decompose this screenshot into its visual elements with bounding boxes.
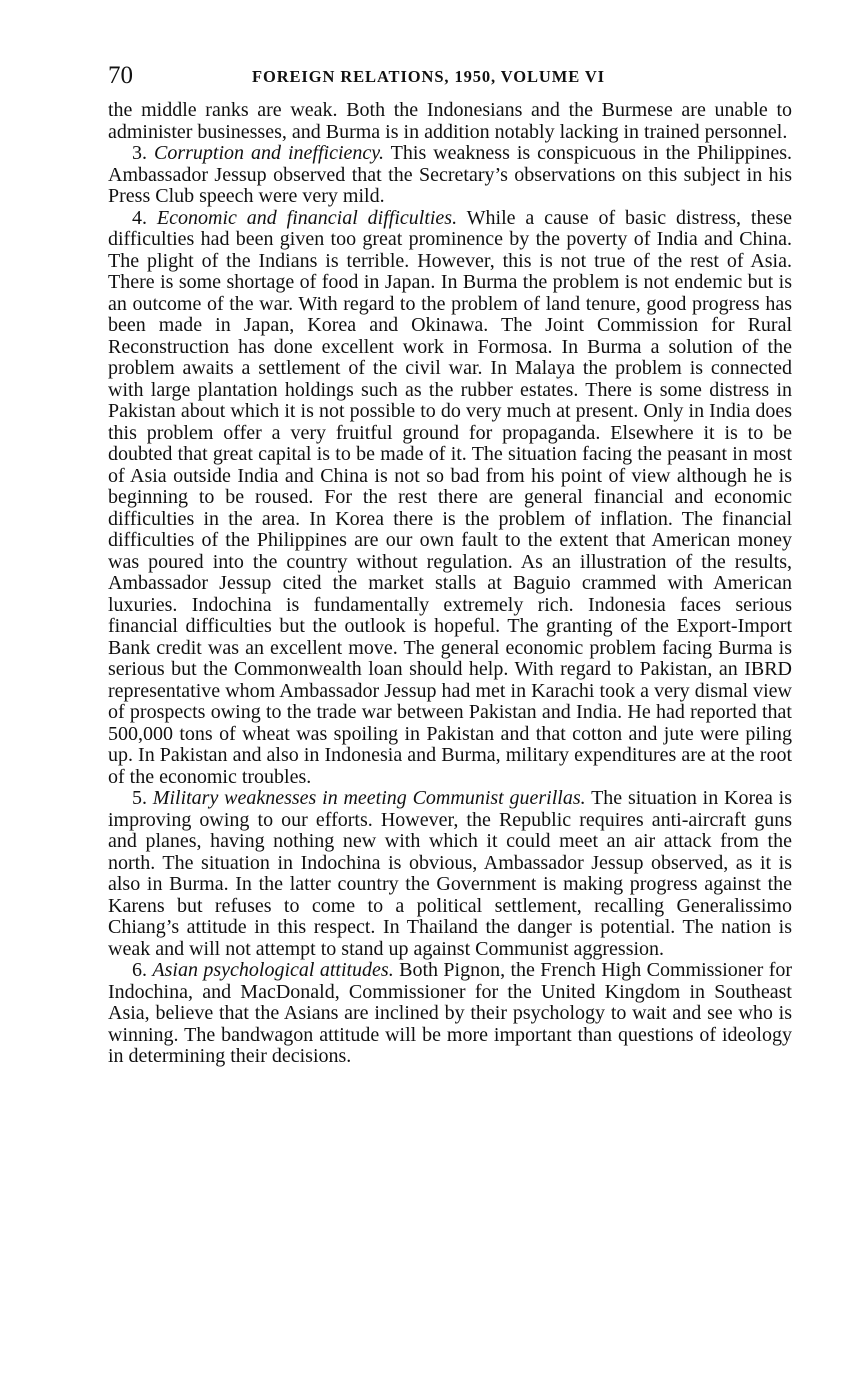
page-header bbox=[108, 60, 792, 96]
paragraph-number: 3. bbox=[132, 142, 147, 164]
paragraph-military bbox=[108, 788, 792, 960]
paragraph-heading: Asian psychological attitudes. bbox=[152, 959, 394, 981]
running-head: FOREIGN RELATIONS, 1950, VOLUME VI bbox=[252, 67, 605, 86]
paragraph-heading: Military weaknesses in meeting Communist guerillas. bbox=[152, 787, 586, 809]
paragraph-text: the middle ranks are weak. Both the Indonesians and the Burmese are unable to administer businesses, and Burma is in addition notably lacking in trained personnel. bbox=[108, 99, 792, 143]
paragraph-text: Both Pignon, the French High Commissioner for Indochina, and MacDonald, Commissioner for the United Kingdom in Southeast Asia, believe that the Asians are inclined by their psychology to wait and see who is winning. The bandwagon attitude will be more important than questions of ideology in determining their decisions. bbox=[108, 959, 793, 1067]
paragraph-heading: Economic and financial difficulties. bbox=[156, 206, 458, 229]
paragraph-text: The situation in Korea is improving owing to our efforts. However, the Republic requires anti-aircraft guns and planes, having nothing new with which it could meet an air attack from the north. The situation in Indochina is obvious, Ambassador Jessup observed, as it is also in Burma. In the latter country the Government is making progress against the Karens but refuses to come to a political settlement, recalling Generalissimo Chiang’s attitude in this respect. In Thailand the danger is potential. The nation is weak and will not attempt to stand up against Communist aggression. bbox=[108, 787, 792, 960]
paragraph-number: 6. bbox=[132, 959, 147, 981]
paragraph-continuation bbox=[108, 100, 792, 143]
paragraph-text: While a cause of basic distress, these difficulties had been given too great prominence by the poverty of India and China. The plight of the Indians is terrible. However, this is not true of the rest of Asia. There is some shortage of food in Japan. In Burma the problem is not endemic but is an outcome of the war. With regard to the problem of land tenure, good progress has been made in Japan, Korea and Okinawa. The Joint Commission for Rural Reconstruction has done excellent work in Formosa. In Burma a solution of the problem awaits a settlement of the civil war. In Malaya the problem is connected with large plantation holdings such as the rubber estates. There is some distress in Pakistan about which it is not possible to do very much at present. Only in India does this problem offer a very fruitful ground for propaganda. Elsewhere it is to be doubted that great capital is to be made of it. The situation facing the peasant in most of Asia outside India and China is not so bad from his point of view although he is beginning to be roused. For the rest there are general financial and economic difficulties in the area. In Korea there is the problem of inflation. The financial difficulties of the Philippines are our own fault to the extent that American money was poured into the country without regulation. As an illustration of the results, Ambassador Jessup cited the market stalls at Baguio crammed with American luxuries. Indochina is fundamentally extremely rich. Indonesia faces serious financial difficulties but the outlook is hopeful. The granting of the Export-Import Bank credit was an excellent move. The general economic problem facing Burma is serious but the Commonwealth loan should help. With regard to Pakistan, an IBRD representative whom Ambassador Jessup had met in Karachi took a very dismal view of prospects owing to the trade war between Pakistan and India. He had reported that 500,000 tons of wheat was spoiling in Pakistan and that cotton and jute were piling up. In Pakistan and also in Indonesia and Burma, military expenditures are at the root of the economic troubles. bbox=[108, 206, 793, 788]
paragraph-number: 4. bbox=[132, 206, 147, 229]
paragraph-heading: Corruption and inefficiency. bbox=[153, 142, 385, 164]
document-page bbox=[108, 60, 792, 1068]
page-number: 70 bbox=[108, 62, 133, 89]
paragraph-psychological bbox=[108, 960, 792, 1068]
body-text bbox=[108, 100, 792, 1068]
paragraph-economic bbox=[108, 208, 792, 789]
paragraph-text: This weakness is conspicuous in the Philippines. Ambassador Jessup observed that the Secretary’s observations on this subject in his Press Club speech were very mild. bbox=[108, 142, 792, 207]
paragraph-corruption bbox=[108, 143, 792, 208]
paragraph-number: 5. bbox=[132, 787, 147, 809]
